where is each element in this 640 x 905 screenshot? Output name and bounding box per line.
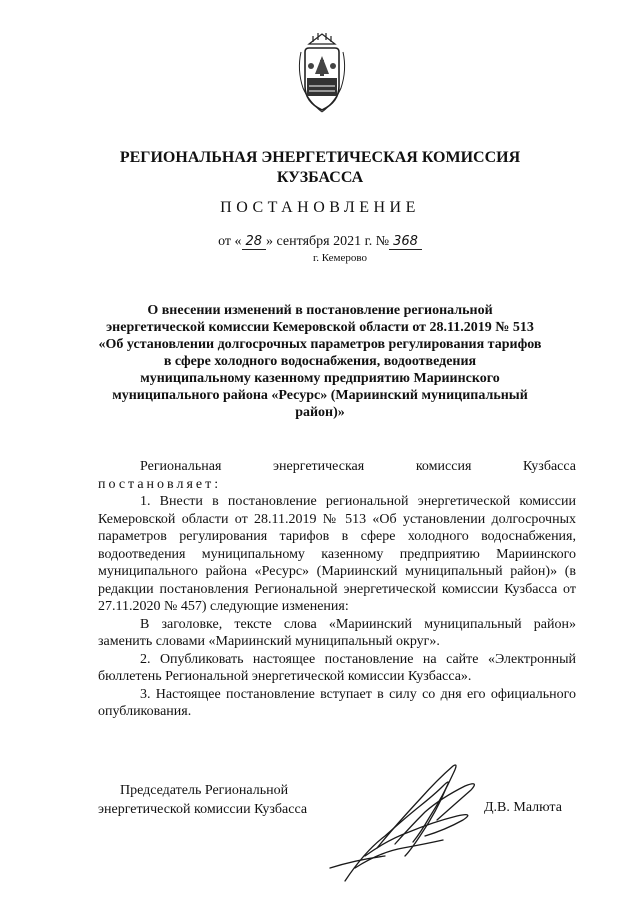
subject-line: в сфере холодного водоснабжения, водоотведения xyxy=(163,354,477,369)
document-number-handwritten: 368 xyxy=(389,234,422,250)
decree-word: постановляет: xyxy=(98,476,222,492)
date-day-handwritten: 28 xyxy=(242,234,267,250)
date-mid: » сентября 2021 г. № xyxy=(266,234,390,249)
clause-1: 1. Внести в постановление региональной энергетической комиссии Кемеровской области от 28.11.2019 № 513 «Об установлении долгосрочных параметров регулирования тарифов в сфере холодного водоснабжения, водоотведения муниципальному казенному предприятию Мариинского муниципального района «Ресурс» (Мариинский муниципальный район)» (в редакции постановления Региональной энергетической комиссии Кузбасса от 27.11.2020 № 457) следующие изменения: xyxy=(98,494,576,614)
subject-line: О внесении изменений в постановление региональной xyxy=(147,303,493,318)
clause-1-sub: В заголовке, тексте слова «Мариинский муниципальный район» заменить словами «Мариинский муниципальный округ». xyxy=(98,616,576,649)
date-line xyxy=(0,234,640,250)
subject-line: «Об установлении долгосрочных параметров регулирования тарифов xyxy=(98,337,542,352)
document-body xyxy=(98,458,576,721)
issuer-header xyxy=(0,148,640,188)
signatory-title xyxy=(98,781,307,819)
subject-line: муниципальному казенному предприятию Мариинского xyxy=(140,371,500,386)
coat-of-arms-emblem xyxy=(295,30,349,114)
issuer-line-2: КУЗБАССА xyxy=(276,169,364,186)
subject-line: муниципального района «Ресурс» (Мариинский муниципальный xyxy=(112,388,528,403)
signatory-title-line-1: Председатель Региональной xyxy=(120,783,289,798)
clause-3: 3. Настоящее постановление вступает в силу со дня его официального опубликования. xyxy=(98,686,576,719)
subject-line: энергетической комиссии Кемеровской области от 28.11.2019 № 513 xyxy=(106,320,534,335)
date-prefix: от « xyxy=(218,234,242,249)
preamble: Региональная энергетическая комиссия Кузбасса xyxy=(140,459,576,474)
city: г. Кемерово xyxy=(312,252,368,264)
subject-line: район)» xyxy=(295,405,345,420)
signatory-name: Д.В. Малюта xyxy=(484,800,562,815)
document-type: ПОСТАНОВЛЕНИЕ xyxy=(220,199,420,216)
issuer-line-1: РЕГИОНАЛЬНАЯ ЭНЕРГЕТИЧЕСКАЯ КОМИССИЯ xyxy=(119,149,521,166)
signatory-title-line-2: энергетической комиссии Кузбасса xyxy=(98,802,308,817)
clause-2: 2. Опубликовать настоящее постановление на сайте «Электронный бюллетень Региональной энергетической комиссии Кузбасса». xyxy=(98,651,576,684)
document-subject xyxy=(95,302,545,421)
handwritten-signature xyxy=(325,756,505,886)
